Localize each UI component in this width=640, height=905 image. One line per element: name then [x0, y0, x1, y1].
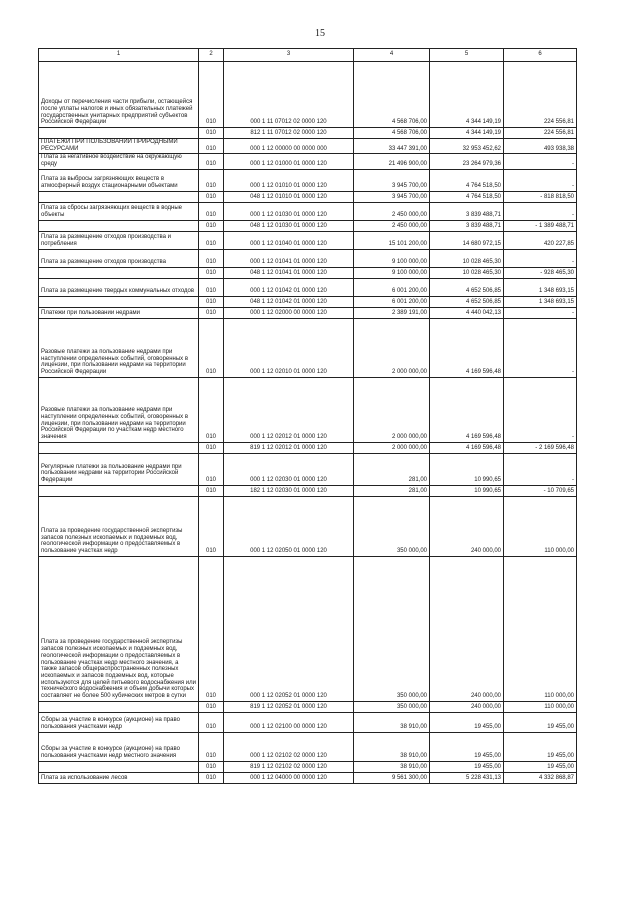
row-name-cell: [39, 442, 199, 453]
row-approved-cell: 9 100 000,00: [354, 249, 430, 267]
row-executed-cell: 4 764 518,50: [430, 169, 504, 191]
row-approved-cell: 38 910,00: [354, 732, 430, 761]
row-approved-cell: 9 561 300,00: [354, 772, 430, 783]
table-row: [39, 772, 577, 783]
row-executed-cell: 3 839 488,71: [430, 202, 504, 220]
row-executed-cell: 32 953 452,62: [430, 139, 504, 154]
row-approved-cell: 15 101 200,00: [354, 231, 430, 249]
row-executed-cell: 10 028 465,30: [430, 267, 504, 278]
row-approved-cell: 2 389 191,00: [354, 307, 430, 318]
table-row: [39, 231, 577, 249]
row-line-code-cell: 010: [199, 278, 224, 296]
table-row: [39, 556, 577, 701]
row-line-code-cell: 010: [199, 128, 224, 139]
row-unexecuted-cell: 224 556,81: [504, 128, 577, 139]
table-row: [39, 154, 577, 169]
table-row: [39, 249, 577, 267]
row-line-code-cell: 010: [199, 701, 224, 712]
row-budget-code-cell: 000 1 12 01000 01 0000 120: [224, 154, 354, 169]
row-budget-code-cell: 819 1 12 02102 02 0000 120: [224, 761, 354, 772]
row-budget-code-cell: 819 1 12 02052 01 0000 120: [224, 701, 354, 712]
row-executed-cell: 4 344 149,19: [430, 128, 504, 139]
row-budget-code-cell: 000 1 12 01010 01 0000 120: [224, 169, 354, 191]
column-number-row: [39, 49, 577, 62]
page-number: 15: [315, 28, 325, 39]
row-executed-cell: 10 990,65: [430, 485, 504, 496]
table-row: [39, 732, 577, 761]
row-budget-code-cell: 048 1 12 01030 01 0000 120: [224, 220, 354, 231]
row-unexecuted-cell: -: [504, 318, 577, 377]
row-name-cell: Плата за размещение твердых коммунальных отходов: [39, 278, 199, 296]
row-executed-cell: 4 169 596,48: [430, 377, 504, 442]
table-row: [39, 296, 577, 307]
row-budget-code-cell: 000 1 12 02012 01 0000 120: [224, 377, 354, 442]
row-line-code-cell: 010: [199, 169, 224, 191]
row-unexecuted-cell: - 10 709,65: [504, 485, 577, 496]
row-line-code-cell: 010: [199, 377, 224, 442]
table-row: [39, 318, 577, 377]
row-budget-code-cell: 000 1 12 02000 00 0000 120: [224, 307, 354, 318]
row-budget-code-cell: 000 1 12 01042 01 0000 120: [224, 278, 354, 296]
row-line-code-cell: 010: [199, 231, 224, 249]
row-name-cell: [39, 485, 199, 496]
row-line-code-cell: 010: [199, 220, 224, 231]
row-name-cell: [39, 220, 199, 231]
row-executed-cell: 240 000,00: [430, 701, 504, 712]
row-unexecuted-cell: 110 000,00: [504, 496, 577, 556]
row-approved-cell: 2 000 000,00: [354, 377, 430, 442]
row-name-cell: Доходы от перечисления части прибыли, остающейся после уплаты налогов и иных обязательных платежей государственных унитарных предприятий субъектов Российской Федерации: [39, 62, 199, 128]
row-unexecuted-cell: - 928 465,30: [504, 267, 577, 278]
row-name-cell: Плата за размещение отходов производства: [39, 249, 199, 267]
table-row: [39, 712, 577, 732]
row-unexecuted-cell: 19 455,00: [504, 712, 577, 732]
row-unexecuted-cell: -: [504, 154, 577, 169]
row-approved-cell: 6 001 200,00: [354, 296, 430, 307]
row-unexecuted-cell: 19 455,00: [504, 732, 577, 761]
row-executed-cell: 4 764 518,50: [430, 191, 504, 202]
row-name-cell: [39, 296, 199, 307]
row-approved-cell: 2 000 000,00: [354, 442, 430, 453]
row-unexecuted-cell: -: [504, 169, 577, 191]
table-row: [39, 202, 577, 220]
row-executed-cell: 10 028 465,30: [430, 249, 504, 267]
row-name-cell: Плата за выбросы загрязняющих веществ в атмосферный воздух стационарными объектами: [39, 169, 199, 191]
row-budget-code-cell: 000 1 11 07012 02 0000 120: [224, 62, 354, 128]
row-executed-cell: 5 228 431,13: [430, 772, 504, 783]
row-line-code-cell: 010: [199, 318, 224, 377]
row-budget-code-cell: 000 1 12 02030 01 0000 120: [224, 453, 354, 485]
row-line-code-cell: 010: [199, 732, 224, 761]
row-budget-code-cell: 000 1 12 01040 01 0000 120: [224, 231, 354, 249]
row-approved-cell: 33 447 391,00: [354, 139, 430, 154]
row-budget-code-cell: 000 1 12 00000 00 0000 000: [224, 139, 354, 154]
row-line-code-cell: 010: [199, 453, 224, 485]
row-line-code-cell: 010: [199, 712, 224, 732]
row-name-cell: Плата за сбросы загрязняющих веществ в водные объекты: [39, 202, 199, 220]
row-unexecuted-cell: 493 938,38: [504, 139, 577, 154]
column-header-budget-code: 3: [224, 49, 354, 62]
row-executed-cell: 19 455,00: [430, 761, 504, 772]
row-approved-cell: 350 000,00: [354, 556, 430, 701]
row-approved-cell: 38 910,00: [354, 712, 430, 732]
row-budget-code-cell: 000 1 12 01041 01 0000 120: [224, 249, 354, 267]
row-unexecuted-cell: 1 348 693,15: [504, 278, 577, 296]
table-row: [39, 496, 577, 556]
row-budget-code-cell: 000 1 12 01030 01 0000 120: [224, 202, 354, 220]
table-row: [39, 307, 577, 318]
table-row: [39, 485, 577, 496]
row-name-cell: Плата за негативное воздействие на окружающую среду: [39, 154, 199, 169]
column-header-unexecuted: 6: [504, 49, 577, 62]
row-unexecuted-cell: -: [504, 377, 577, 442]
row-line-code-cell: 010: [199, 154, 224, 169]
row-executed-cell: 23 264 979,36: [430, 154, 504, 169]
row-budget-code-cell: 000 1 12 02102 02 0000 120: [224, 732, 354, 761]
row-approved-cell: 350 000,00: [354, 496, 430, 556]
row-approved-cell: 2 000 000,00: [354, 318, 430, 377]
row-approved-cell: 2 450 000,00: [354, 220, 430, 231]
row-line-code-cell: 010: [199, 249, 224, 267]
table-row: [39, 761, 577, 772]
table-row: [39, 191, 577, 202]
row-line-code-cell: 010: [199, 202, 224, 220]
row-line-code-cell: 010: [199, 191, 224, 202]
row-unexecuted-cell: 4 332 868,87: [504, 772, 577, 783]
row-unexecuted-cell: - 2 169 596,48: [504, 442, 577, 453]
row-unexecuted-cell: 110 000,00: [504, 556, 577, 701]
row-budget-code-cell: 819 1 12 02012 01 0000 120: [224, 442, 354, 453]
row-executed-cell: 14 680 972,15: [430, 231, 504, 249]
table-row: [39, 377, 577, 442]
budget-execution-table: [38, 48, 577, 784]
row-approved-cell: 9 100 000,00: [354, 267, 430, 278]
column-header-line-code: 2: [199, 49, 224, 62]
row-approved-cell: 2 450 000,00: [354, 202, 430, 220]
row-executed-cell: 240 000,00: [430, 556, 504, 701]
table-row: [39, 220, 577, 231]
table-body: [39, 62, 577, 784]
row-line-code-cell: 010: [199, 761, 224, 772]
row-executed-cell: 240 000,00: [430, 496, 504, 556]
row-unexecuted-cell: 1 348 693,15: [504, 296, 577, 307]
row-line-code-cell: 010: [199, 296, 224, 307]
row-unexecuted-cell: -: [504, 453, 577, 485]
row-budget-code-cell: 812 1 11 07012 02 0000 120: [224, 128, 354, 139]
row-executed-cell: 10 990,65: [430, 453, 504, 485]
row-line-code-cell: 010: [199, 267, 224, 278]
row-approved-cell: 6 001 200,00: [354, 278, 430, 296]
row-executed-cell: 4 344 149,19: [430, 62, 504, 128]
row-name-cell: ПЛАТЕЖИ ПРИ ПОЛЬЗОВАНИИ ПРИРОДНЫМИ РЕСУРСАМИ: [39, 139, 199, 154]
row-line-code-cell: 010: [199, 772, 224, 783]
row-name-cell: [39, 128, 199, 139]
table-row: [39, 62, 577, 128]
row-executed-cell: 19 455,00: [430, 712, 504, 732]
row-budget-code-cell: 000 1 12 02052 01 0000 120: [224, 556, 354, 701]
row-approved-cell: 4 568 706,00: [354, 128, 430, 139]
table-row: [39, 278, 577, 296]
table-row: [39, 701, 577, 712]
table-row: [39, 267, 577, 278]
row-name-cell: Плата за использование лесов: [39, 772, 199, 783]
row-name-cell: Платежи при пользовании недрами: [39, 307, 199, 318]
row-executed-cell: 4 652 506,85: [430, 278, 504, 296]
row-approved-cell: 3 945 700,00: [354, 191, 430, 202]
row-executed-cell: 3 839 488,71: [430, 220, 504, 231]
table-row: [39, 139, 577, 154]
row-budget-code-cell: 000 1 12 02010 01 0000 120: [224, 318, 354, 377]
row-approved-cell: 281,00: [354, 453, 430, 485]
row-line-code-cell: 010: [199, 556, 224, 701]
row-name-cell: [39, 761, 199, 772]
row-unexecuted-cell: -: [504, 202, 577, 220]
row-executed-cell: 4 440 042,13: [430, 307, 504, 318]
column-header-approved: 4: [354, 49, 430, 62]
row-unexecuted-cell: - 1 389 488,71: [504, 220, 577, 231]
row-line-code-cell: 010: [199, 496, 224, 556]
row-name-cell: [39, 267, 199, 278]
row-name-cell: Плата за проведение государственной экспертизы запасов полезных ископаемых и подземных вод, геологической информации о предоставляемых в пользование участках недр: [39, 496, 199, 556]
row-approved-cell: 21 496 900,00: [354, 154, 430, 169]
row-budget-code-cell: 000 1 12 02050 01 0000 120: [224, 496, 354, 556]
row-executed-cell: 4 169 596,48: [430, 318, 504, 377]
row-budget-code-cell: 182 1 12 02030 01 0000 120: [224, 485, 354, 496]
row-executed-cell: 19 455,00: [430, 732, 504, 761]
row-name-cell: [39, 191, 199, 202]
row-name-cell: [39, 701, 199, 712]
row-unexecuted-cell: 224 556,81: [504, 62, 577, 128]
row-unexecuted-cell: - 818 818,50: [504, 191, 577, 202]
row-line-code-cell: 010: [199, 307, 224, 318]
row-unexecuted-cell: -: [504, 307, 577, 318]
column-header-name: 1: [39, 49, 199, 62]
row-budget-code-cell: 000 1 12 02100 00 0000 120: [224, 712, 354, 732]
table-row: [39, 453, 577, 485]
row-budget-code-cell: 000 1 12 04000 00 0000 120: [224, 772, 354, 783]
row-name-cell: Разовые платежи за пользование недрами при наступлении определенных событий, оговоренных в лицензии, при пользовании недрами на территории Российской Федерации: [39, 318, 199, 377]
row-line-code-cell: 010: [199, 62, 224, 128]
row-approved-cell: 4 568 706,00: [354, 62, 430, 128]
column-header-executed: 5: [430, 49, 504, 62]
row-line-code-cell: 010: [199, 139, 224, 154]
row-budget-code-cell: 048 1 12 01042 01 0000 120: [224, 296, 354, 307]
row-unexecuted-cell: 19 455,00: [504, 761, 577, 772]
row-approved-cell: 38 910,00: [354, 761, 430, 772]
row-name-cell: Плата за размещение отходов производства и потребления: [39, 231, 199, 249]
row-name-cell: Сборы за участие в конкурсе (аукционе) на право пользования участками недр местного значения: [39, 732, 199, 761]
row-name-cell: Разовые платежи за пользование недрами при наступлении определенных событий, оговоренных в лицензии, при пользовании недрами на территории Российской Федерации по участкам недр местного значения: [39, 377, 199, 442]
row-line-code-cell: 010: [199, 485, 224, 496]
row-unexecuted-cell: 110 000,00: [504, 701, 577, 712]
row-approved-cell: 3 945 700,00: [354, 169, 430, 191]
row-executed-cell: 4 652 506,85: [430, 296, 504, 307]
row-approved-cell: 350 000,00: [354, 701, 430, 712]
row-name-cell: Регулярные платежи за пользование недрами при пользовании недрами на территории Российской Федерации: [39, 453, 199, 485]
row-budget-code-cell: 048 1 12 01041 01 0000 120: [224, 267, 354, 278]
row-unexecuted-cell: -: [504, 249, 577, 267]
row-unexecuted-cell: 420 227,85: [504, 231, 577, 249]
row-executed-cell: 4 169 596,48: [430, 442, 504, 453]
row-name-cell: Сборы за участие в конкурсе (аукционе) на право пользования участками недр: [39, 712, 199, 732]
table-row: [39, 128, 577, 139]
table-row: [39, 169, 577, 191]
row-approved-cell: 281,00: [354, 485, 430, 496]
row-line-code-cell: 010: [199, 442, 224, 453]
row-budget-code-cell: 048 1 12 01010 01 0000 120: [224, 191, 354, 202]
table-row: [39, 442, 577, 453]
row-name-cell: Плата за проведение государственной экспертизы запасов полезных ископаемых и подземных вод, геологической информации о предоставляемых в пользование участках недр местного значения, а также запасов общераспространенных полезных ископаемых и запасов подземных вод, которые используются для целей питьевого водоснабжения или технического водоснабжения и объем добычи которых составляет не более 500 кубических метров в сутки: [39, 556, 199, 701]
